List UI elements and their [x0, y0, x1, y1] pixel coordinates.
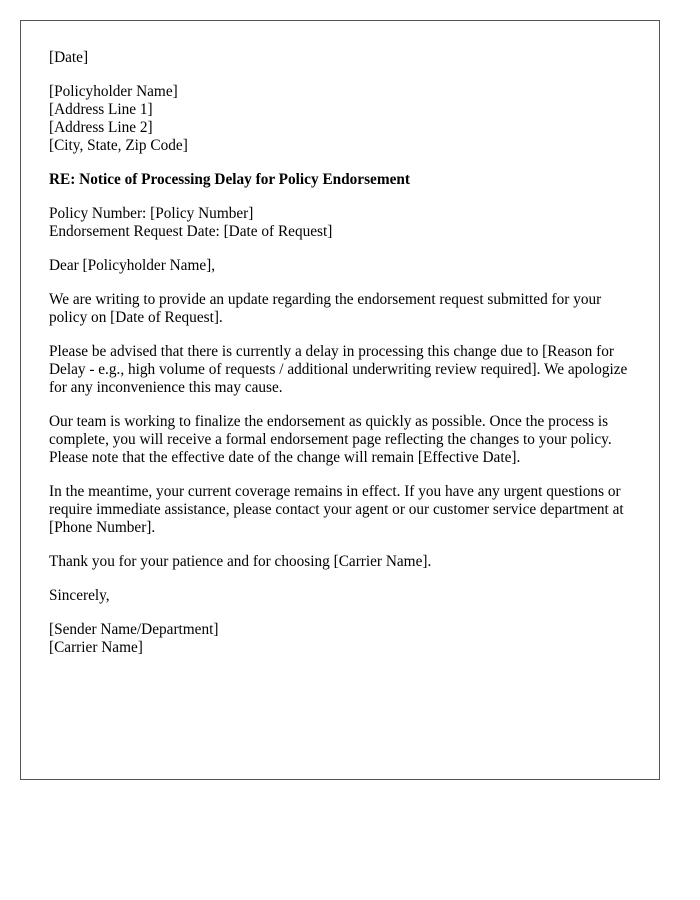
letter-date: [Date]	[49, 49, 89, 66]
closing: Sincerely,	[49, 587, 110, 604]
signature-block	[49, 621, 631, 657]
letter-document	[20, 20, 660, 780]
body-paragraph: We are writing to provide an update regarding the endorsement request submitted for your policy on [Date of Request].	[49, 291, 602, 326]
policy-number: Policy Number: [Policy Number]	[49, 205, 254, 222]
policy-reference-block	[49, 205, 631, 241]
salutation-block	[49, 257, 631, 275]
signature-sender: [Sender Name/Department]	[49, 621, 219, 638]
salutation: Dear [Policyholder Name],	[49, 257, 216, 274]
closing-block	[49, 587, 631, 605]
recipient-address-block	[49, 83, 631, 155]
letter-date-block	[49, 49, 631, 67]
body-paragraph: In the meantime, your current coverage remains in effect. If you have any urgent questions or require immediate assistance, please contact your agent or our customer service department at [Phone Number].	[49, 483, 624, 536]
recipient-city-state-zip: [City, State, Zip Code]	[49, 137, 188, 154]
body-paragraph: Please be advised that there is currently a delay in processing this change due to [Reason for Delay - e.g., high volume of requests / additional underwriting review required]. We apologize for any inconvenience this may cause.	[49, 343, 628, 396]
body-paragraph: Our team is working to finalize the endorsement as quickly as possible. Once the process is complete, you will receive a formal endorsement page reflecting the changes to your policy. Please note that the effective date of the change will remain [Effective Date].	[49, 413, 612, 466]
recipient-address-line-1: [Address Line 1]	[49, 101, 153, 118]
recipient-address-line-2: [Address Line 2]	[49, 119, 153, 136]
recipient-name: [Policyholder Name]	[49, 83, 178, 100]
body-paragraph: Thank you for your patience and for choosing [Carrier Name].	[49, 553, 432, 570]
letter-subject: RE: Notice of Processing Delay for Policy Endorsement	[49, 171, 410, 188]
endorsement-request-date: Endorsement Request Date: [Date of Request]	[49, 223, 333, 240]
signature-carrier: [Carrier Name]	[49, 639, 143, 656]
